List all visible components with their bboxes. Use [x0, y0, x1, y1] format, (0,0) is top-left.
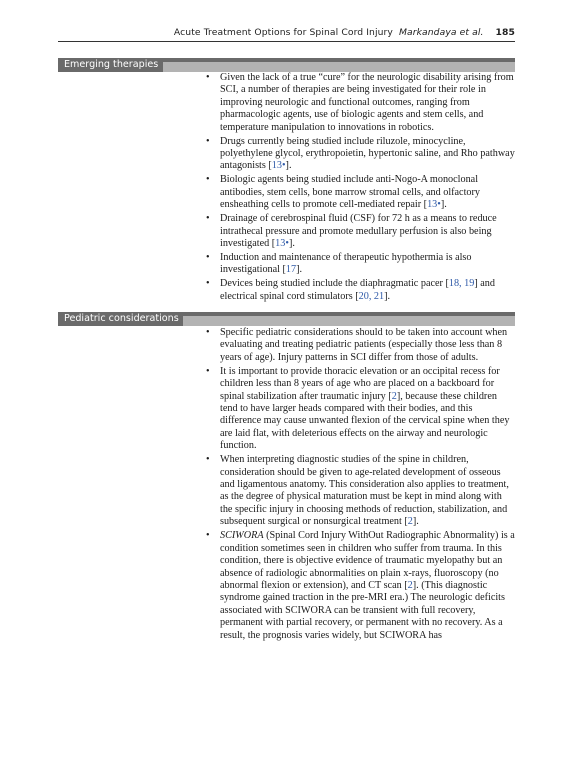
running-title: Acute Treatment Options for Spinal Cord Injury	[173, 27, 393, 38]
bullet-item: • Drugs currently being studied include riluzole, minocycline, polyethylene glycol, erythropoietin, hypertonic saline, and Rho pathway antagonists [13•].	[208, 136, 516, 173]
citation-link[interactable]: 13•	[427, 199, 441, 211]
bullet-list-pediatric-considerations	[208, 327, 516, 644]
bullet-item: • Biologic agents being studied include anti-Nogo-A monoclonal antibodies, stem cells, bone marrow stromal cells, and olfactory ensheathing cells to promote cell-mediated repair [13•].	[208, 174, 516, 211]
section-bar-fill	[183, 316, 515, 326]
bullet-item: • Given the lack of a true “cure” for the neurologic disability arising from SCI, a number of therapies are being investigated for their role in improving neurologic and functional outcomes, ranging from pharmacologic agents, use of biologic agents and stem cells, and temperature manipulation to innovations in robotics.	[208, 72, 516, 134]
running-authors: Markandaya et al.	[398, 27, 484, 38]
section-header-emerging-therapies	[58, 58, 515, 72]
header-rule	[58, 41, 515, 42]
bullet-item: • Induction and maintenance of therapeutic hypothermia is also investigational [17].	[208, 252, 516, 277]
citation-link[interactable]: 18, 19	[448, 278, 475, 290]
citation-link[interactable]: 2	[391, 390, 397, 402]
section-header-pediatric-considerations	[58, 312, 515, 326]
section-title: Pediatric considerations	[58, 312, 185, 326]
citation-link[interactable]: 20, 21	[358, 290, 385, 302]
bullet-item: • SCIWORA (Spinal Cord Injury WithOut Radiographic Abnormality) is a condition sometimes seen in children who suffer from trauma. In this condition, there is objective evidence of traumatic myelopathy but an absence of radiologic abnormalities on plain x-rays, fluoroscopy (no abnormal flexion or extension), and CT scan [2]. (This diagnostic syndrome gained traction in the pre-MRI era.) The neurologic deficits associated with SCIWORA can be transient with full recovery, permanent with partial recovery, or permanent with no recovery. As a result, the prognosis varies widely, but SCIWORA has	[208, 530, 516, 642]
bullet-item: • When interpreting diagnostic studies of the spine in children, consideration should be given to age-related development of osseous and ligamentous anatomy. This consideration also applies to treatment, as the degree of physical maturation must be kept in mind along with the specific injury in choosing methods of reduction, stabilization, and subsequent surgical or nonsurgical treatment [2].	[208, 454, 516, 528]
bullet-item: • Specific pediatric considerations should to be taken into account when evaluating and treating pediatric patients (especially those less than 8 years of age). Injury patterns in SCI differ from those of adults.	[208, 327, 516, 364]
citation-link[interactable]: 2	[407, 516, 413, 528]
bullet-item: • Devices being studied include the diaphragmatic pacer [18, 19] and electrical spinal cord stimulators [20, 21].	[208, 278, 516, 303]
bullet-list-emerging-therapies	[208, 72, 516, 305]
page-number: 185	[495, 27, 515, 38]
citation-link[interactable]: 13•	[275, 238, 289, 250]
term-sciwora: SCIWORA	[220, 530, 264, 542]
running-header	[0, 27, 515, 41]
citation-link[interactable]: 13•	[271, 160, 286, 172]
citation-link[interactable]: 17	[285, 264, 297, 276]
citation-link[interactable]: 2	[407, 579, 413, 591]
section-bar-fill	[163, 62, 515, 72]
bullet-item: • It is important to provide thoracic elevation or an occipital recess for children less than 8 years of age who are placed on a backboard for spinal stabilization after traumatic injury [2], because these children tend to have larger heads compared with their bodies, and this difference may cause unwanted flexion of the cervical spine when they are laid flat, with deleterious effects on the airway and neurologic function.	[208, 366, 516, 453]
bullet-item: • Drainage of cerebrospinal fluid (CSF) for 72 h as a means to reduce intrathecal pressure and promote medullary perfusion is also being investigated [13•].	[208, 213, 516, 250]
section-title: Emerging therapies	[58, 58, 164, 72]
